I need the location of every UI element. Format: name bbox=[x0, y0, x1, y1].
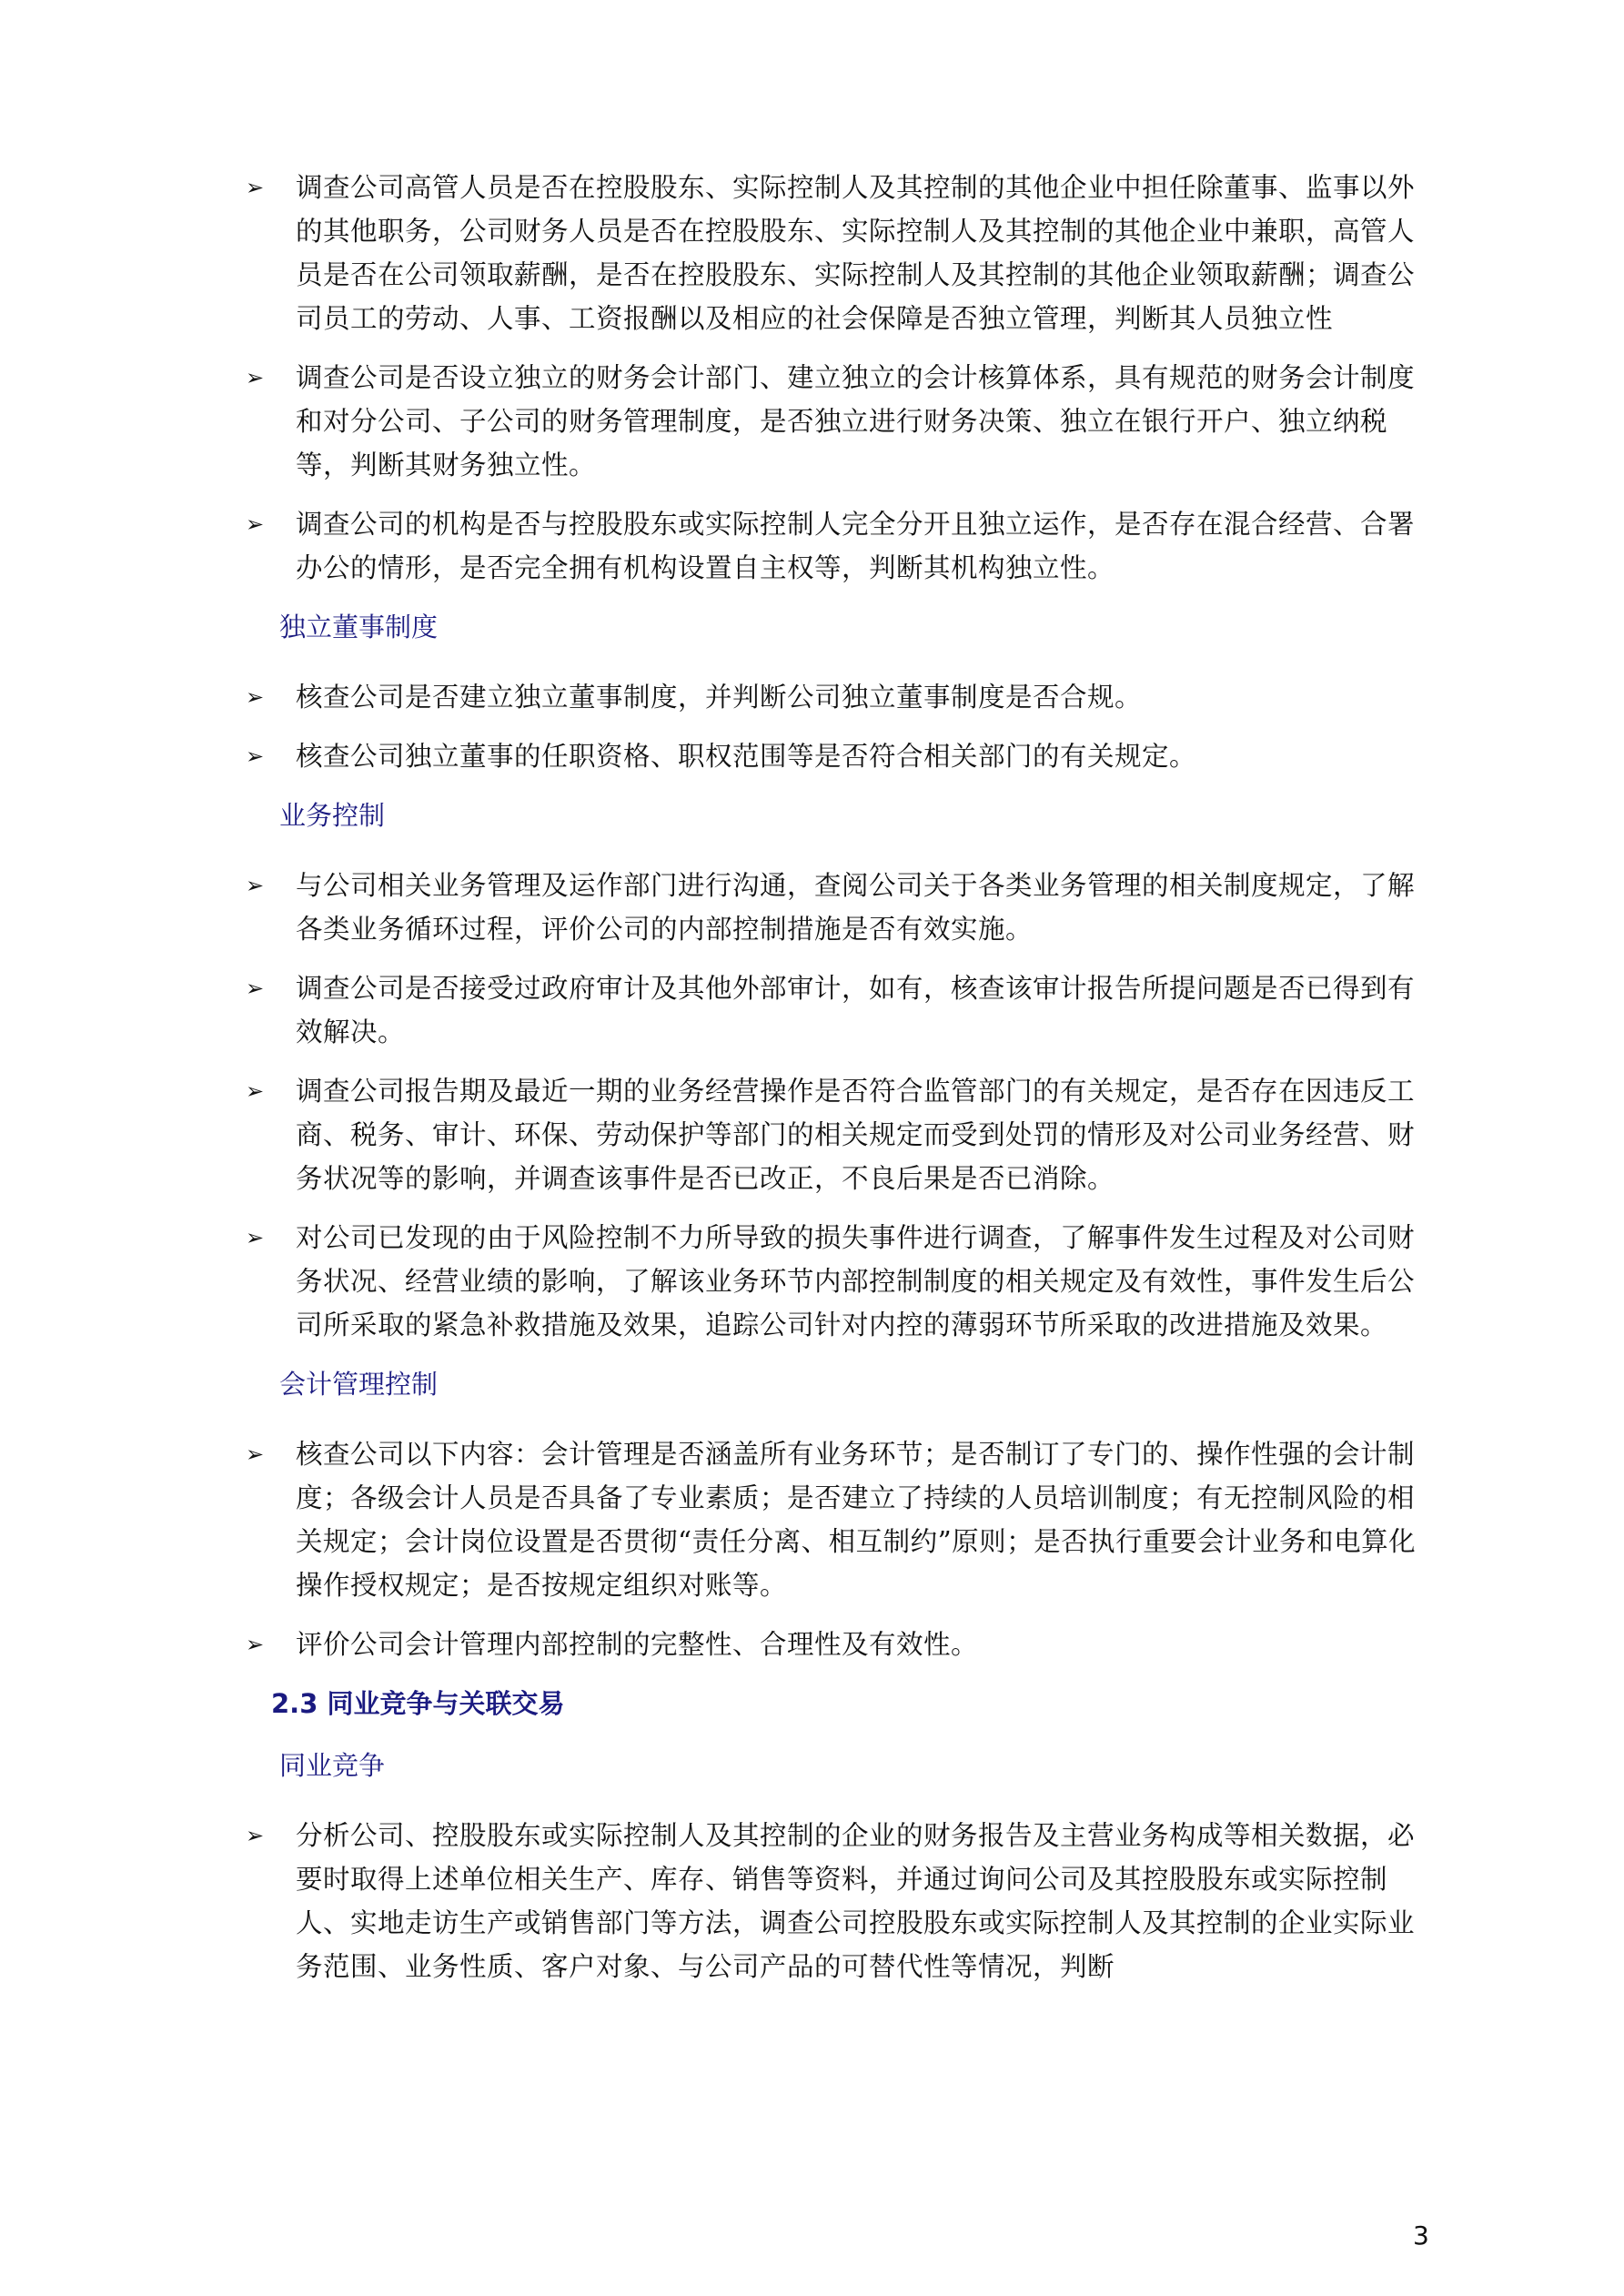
bullet-text: 核查公司独立董事的任职资格、职权范围等是否符合相关部门的有关规定。 bbox=[296, 741, 1197, 772]
bullet-item bbox=[246, 675, 1419, 719]
subsection-heading-business-control: 业务控制 bbox=[279, 800, 386, 831]
bullet-text: 对公司已发现的由于风险控制不力所导致的损失事件进行调查，了解事件发生过程及对公司财务状况、经营业绩的影响，了解该业务环节内部控制制度的相关规定及有效性，事件发生后公司所采取的紧急补救措施及效果，追踪公司针对内控的薄弱环节所采取的改进措施及效果。 bbox=[296, 1222, 1416, 1340]
bullet-item bbox=[246, 1069, 1419, 1200]
subsection-heading-accounting-control: 会计管理控制 bbox=[279, 1369, 439, 1400]
bullet-item bbox=[246, 1432, 1419, 1607]
bullet-text: 调查公司的机构是否与控股股东或实际控制人完全分开且独立运作，是否存在混合经营、合署办公的情形，是否完全拥有机构设置自主权等，判断其机构独立性。 bbox=[296, 509, 1416, 583]
arrow-bullet-icon: ➢ bbox=[246, 175, 265, 200]
arrow-bullet-icon: ➢ bbox=[246, 1225, 265, 1250]
bullet-text: 分析公司、控股股东或实际控制人及其控制的企业的财务报告及主营业务构成等相关数据，必要时取得上述单位相关生产、库存、销售等资料，并通过询问公司及其控股股东或实际控制人、实地走访生产或销售部门等方法，调查公司控股股东或实际控制人及其控制的企业实际业务范围、业务性质、客户对象、与公司产品的可替代性等情况，判断 bbox=[296, 1820, 1416, 1982]
bullet-text: 核查公司是否建立独立董事制度，并判断公司独立董事制度是否合规。 bbox=[296, 682, 1143, 713]
bullet-text: 评价公司会计管理内部控制的完整性、合理性及有效性。 bbox=[296, 1629, 979, 1660]
arrow-bullet-icon: ➢ bbox=[246, 365, 265, 390]
bullet-item bbox=[246, 864, 1419, 951]
bullet-item bbox=[246, 1623, 1419, 1666]
subsection-heading-competition: 同业竞争 bbox=[279, 1750, 386, 1781]
arrow-bullet-icon: ➢ bbox=[246, 1823, 265, 1848]
bullet-item bbox=[246, 1814, 1419, 1988]
bullet-text: 调查公司报告期及最近一期的业务经营操作是否符合监管部门的有关规定，是否存在因违反工商、税务、审计、环保、劳动保护等部门的相关规定而受到处罚的情形及对公司业务经营、财务状况等的影响，并调查该事件是否已改正，不良后果是否已消除。 bbox=[296, 1076, 1416, 1194]
bullet-text: 核查公司以下内容：会计管理是否涵盖所有业务环节；是否制订了专门的、操作性强的会计制度；各级会计人员是否具备了专业素质；是否建立了持续的人员培训制度；有无控制风险的相关规定；会计岗位设置是否贯彻“责任分离、相互制约”原则；是否执行重要会计业务和电算化操作授权规定；是否按规定组织对账等。 bbox=[296, 1439, 1417, 1601]
bullet-text: 调查公司是否设立独立的财务会计部门、建立独立的会计核算体系，具有规范的财务会计制度和对分公司、子公司的财务管理制度，是否独立进行财务决策、独立在银行开户、独立纳税等，判断其财务独立性。 bbox=[296, 362, 1416, 480]
bullet-item bbox=[246, 166, 1419, 340]
bullet-item bbox=[246, 1216, 1419, 1347]
arrow-bullet-icon: ➢ bbox=[246, 1632, 265, 1657]
bullet-item bbox=[246, 734, 1419, 778]
arrow-bullet-icon: ➢ bbox=[246, 1078, 265, 1104]
bullet-item bbox=[246, 356, 1419, 487]
arrow-bullet-icon: ➢ bbox=[246, 1441, 265, 1467]
bullet-item bbox=[246, 502, 1419, 590]
subsection-heading-independent-directors: 独立董事制度 bbox=[279, 612, 439, 642]
arrow-bullet-icon: ➢ bbox=[246, 684, 265, 710]
arrow-bullet-icon: ➢ bbox=[246, 976, 265, 1001]
bullet-text: 调查公司是否接受过政府审计及其他外部审计，如有，核查该审计报告所提问题是否已得到有效解决。 bbox=[296, 973, 1416, 1047]
bullet-text: 调查公司高管人员是否在控股股东、实际控制人及其控制的其他企业中担任除董事、监事以外的其他职务，公司财务人员是否在控股股东、实际控制人及其控制的其他企业中兼职，高管人员是否在公司领取薪酬，是否在控股股东、实际控制人及其控制的其他企业领取薪酬；调查公司员工的劳动、人事、工资报酬以及相应的社会保障是否独立管理，判断其人员独立性 bbox=[296, 172, 1416, 334]
arrow-bullet-icon: ➢ bbox=[246, 511, 265, 537]
page-number: 3 bbox=[1413, 2220, 1429, 2250]
arrow-bullet-icon: ➢ bbox=[246, 873, 265, 898]
page-content bbox=[246, 166, 1419, 2004]
bullet-item bbox=[246, 966, 1419, 1054]
arrow-bullet-icon: ➢ bbox=[246, 743, 265, 769]
section-heading-2-3: 2.3 同业竞争与关联交易 bbox=[271, 1688, 565, 1719]
bullet-text: 与公司相关业务管理及运作部门进行沟通，查阅公司关于各类业务管理的相关制度规定，了解各类业务循环过程，评价公司的内部控制措施是否有效实施。 bbox=[296, 870, 1416, 945]
